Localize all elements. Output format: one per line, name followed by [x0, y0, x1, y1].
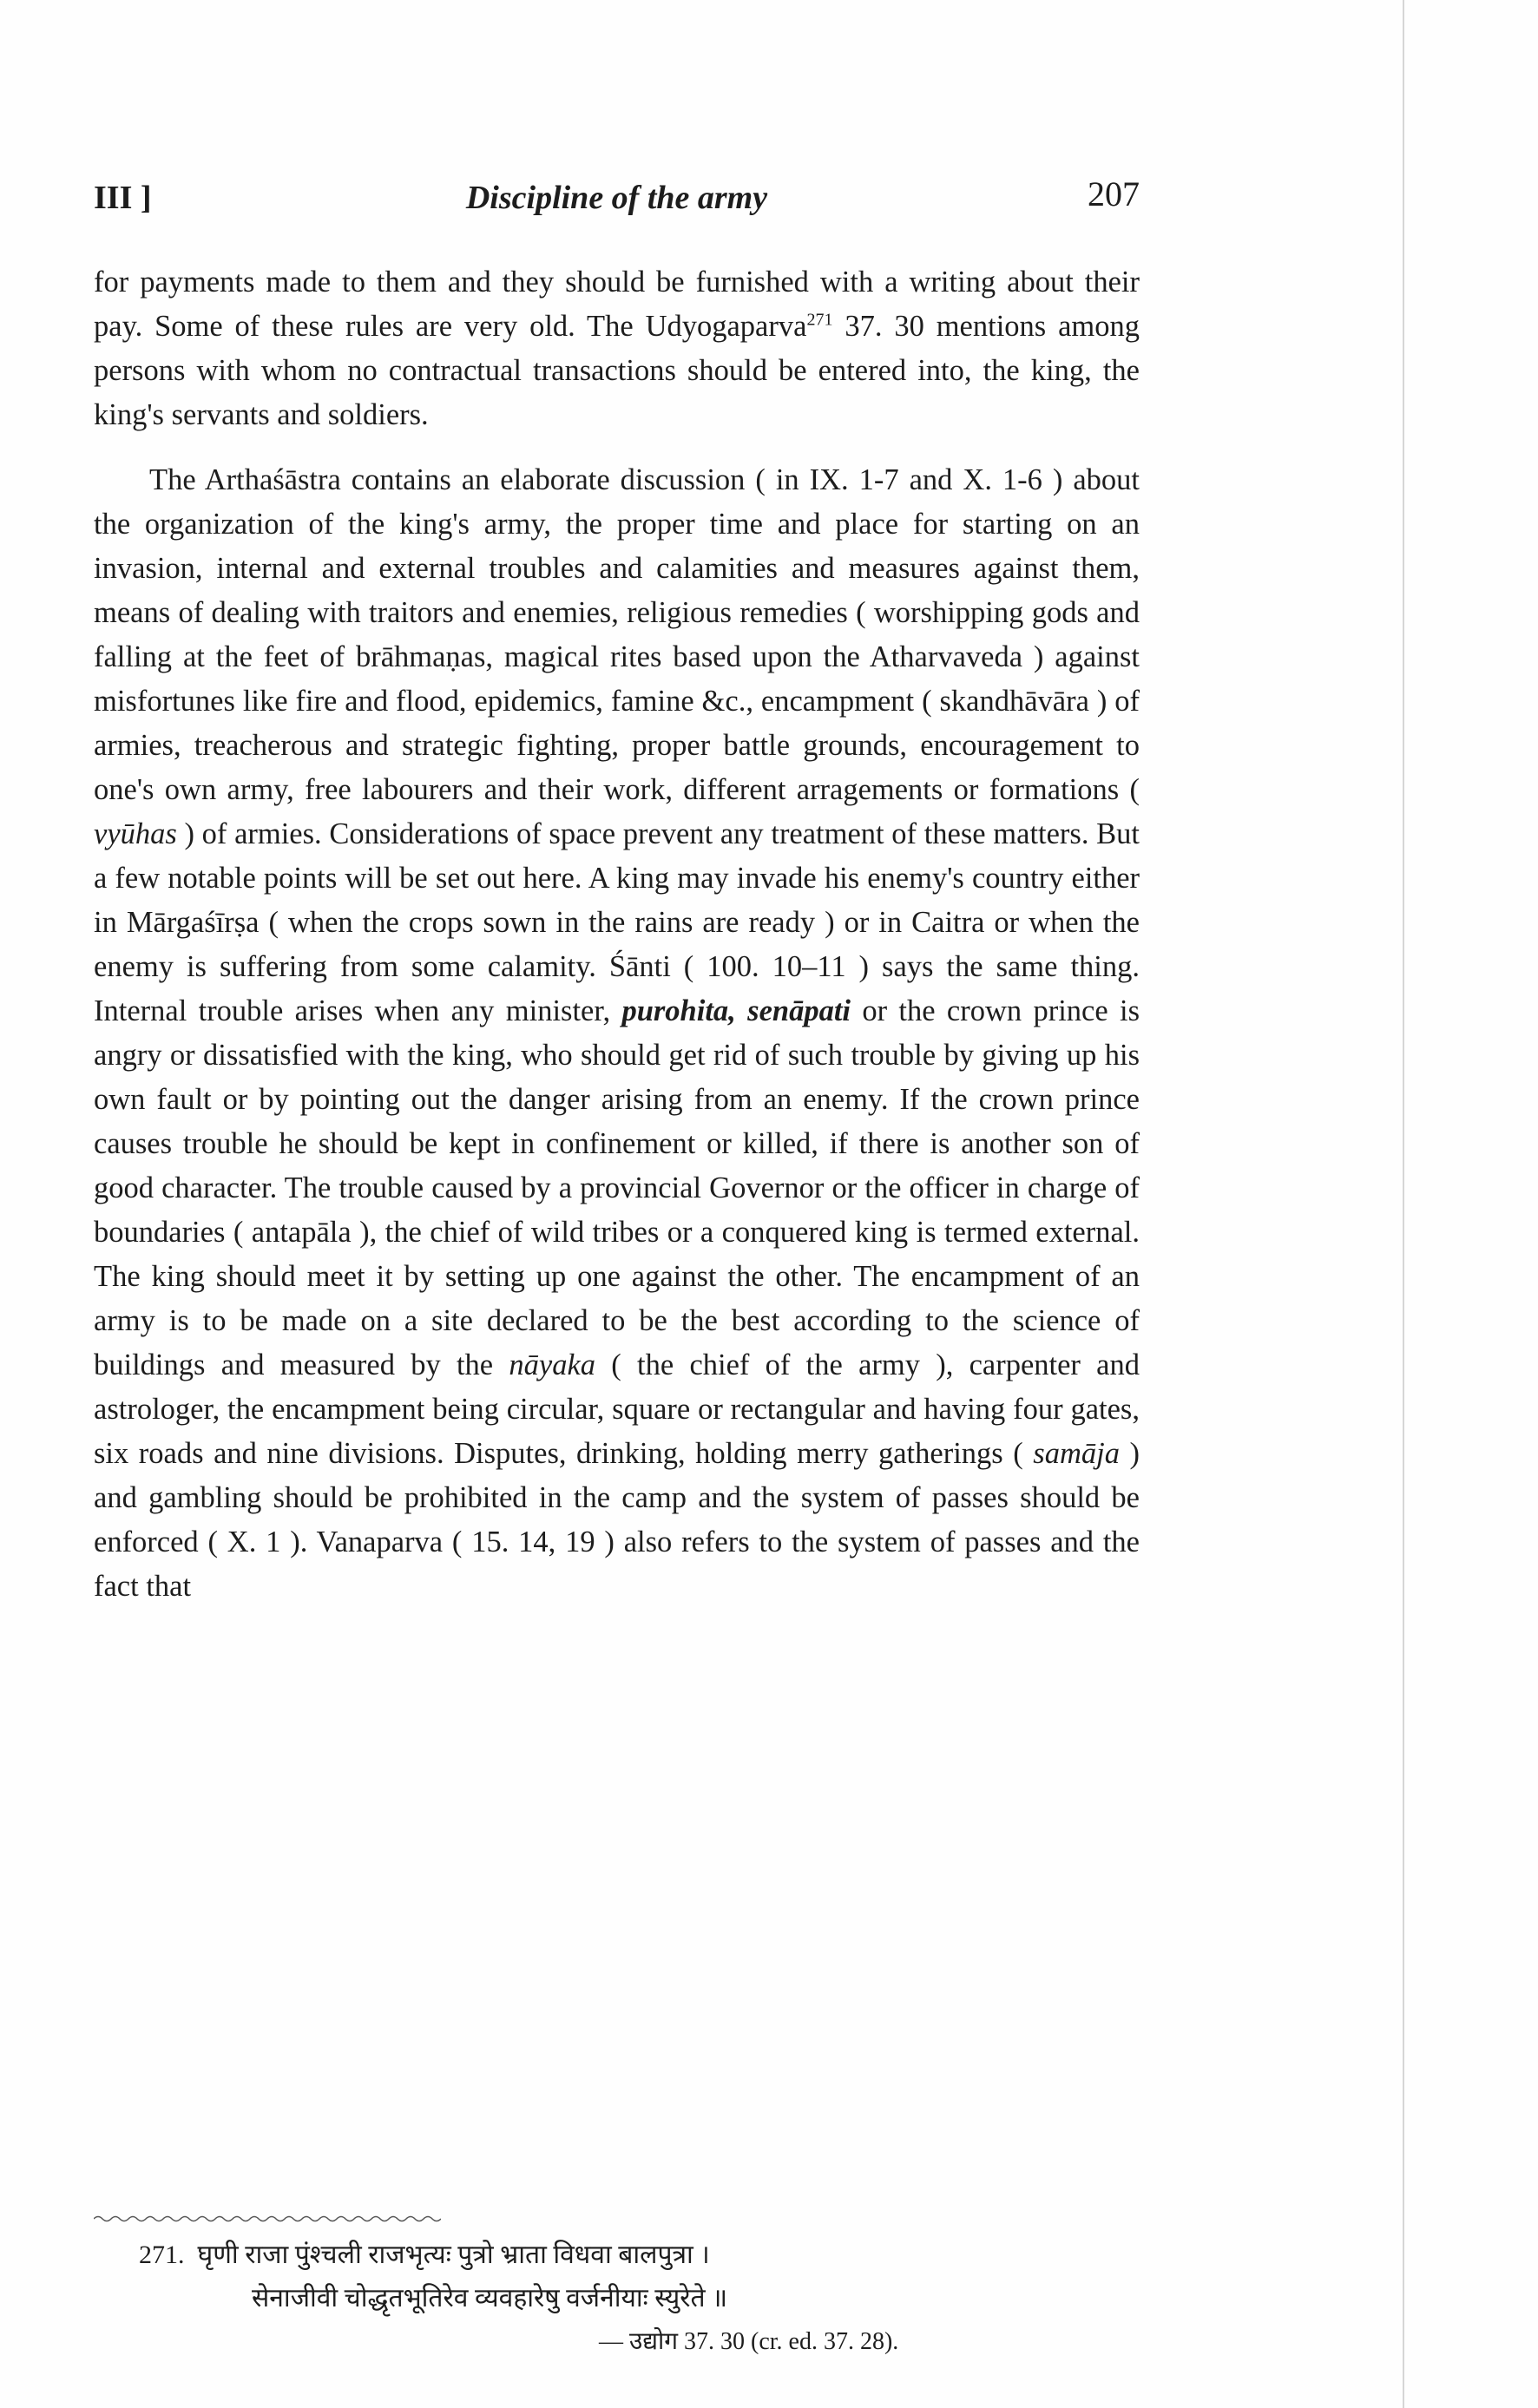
footnote-line-1 — [139, 2234, 1094, 2277]
footnote-verse-2: सेनाजीवी चोद्धृतभूतिरेव व्यवहारेषु वर्जनीयाः स्युरेते ॥ — [252, 2284, 728, 2313]
paragraph-2-text-d: ( the chief of the army ), carpenter and astrologer, the encampment being circular, square or rectangular and having four gates, six roads and nine divisions. Disputes, drinking, holding merry gatherings ( — [94, 1348, 1140, 1470]
footnote-number: 271. — [139, 2241, 185, 2269]
page-edge-line — [1403, 0, 1404, 2408]
term-purohita: purohita, — [621, 994, 736, 1027]
footnote-271 — [139, 2234, 1094, 2364]
paragraph-1 — [94, 260, 1140, 437]
paragraph-2 — [94, 458, 1140, 1609]
footnote-verse-1: घृणी राजा पुंश्चली राजभृत्यः पुत्रो भ्राता विधवा बालपुत्रा । — [197, 2241, 710, 2269]
main-text — [94, 260, 1140, 1609]
term-vyuhas: vyūhas — [94, 817, 177, 850]
chapter-number: III ] — [94, 180, 152, 216]
footnote-reference: 271 — [806, 310, 833, 330]
paragraph-2-text-c: or the crown prince is angry or dissatisfied with the king, who should get rid of such trouble by giving up his own fault or by pointing out the danger arising from an enemy. If the crown prince causes trouble he should be kept in confinement or killed, if there is another son of good character. The trouble caused by a provincial Governor or the officer in charge of boundaries ( antapāla ), the chief of wild tribes or a conquered king is termed external. The king should meet it by setting up one against the other. The encampment of an army is to be made on a site declared to be the best according to the science of buildings and measured by the — [94, 994, 1140, 1381]
footnote-separator — [94, 2213, 441, 2225]
footnote-source: — उद्योग 37. 30 (cr. ed. 37. 28). — [599, 2328, 899, 2355]
paragraph-1-text-b: 37. 30 mentions among persons with whom no contractual transactions should be entered into, the king, the king's servants and soldiers. — [94, 310, 1140, 431]
term-senapati: senāpati — [747, 994, 851, 1027]
paragraph-2-text-e: ) and gambling should be prohibited in the camp and the system of passes should be enforced ( X. 1 ). Vanaparva ( 15. 14, 19 ) also refers to the system of passes and the fact that — [94, 1437, 1140, 1603]
term-nayaka: nāyaka — [509, 1348, 596, 1381]
paragraph-1-text-a: for payments made to them and they should be furnished with a writing about their pay. Some of these rules are very old. The Udyogaparva — [94, 266, 1140, 343]
term-samaja: samāja — [1033, 1437, 1120, 1470]
paragraph-2-text-a: The Arthaśāstra contains an elaborate discussion ( in IX. 1-7 and X. 1-6 ) about the organization of the king's army, the proper time and place for starting on an invasion, internal and external troubles and calamities and measures against them, means of dealing with traitors and enemies, religious remedies ( worshipping gods and falling at the feet of brāhmaṇas, magical rites based upon the Atharvaveda ) against misfortunes like fire and flood, epidemics, famine &c., encampment ( skandhāvāra ) of armies, treacherous and strategic fighting, proper battle grounds, encouragement to one's own army, free labourers and their work, different arragements or formations ( — [94, 463, 1140, 806]
running-title: Discipline of the army — [465, 180, 768, 216]
paragraph-2-text-b: ) of armies. Considerations of space prevent any treatment of these matters. But a few notable points will be set out here. A king may invade his enemy's country either in Mārgaśīrṣa ( when the crops sown in the rains are ready ) or in Caitra or when the enemy is suffering from some calamity. Śānti ( 100. 10–11 ) says the same thing. Internal trouble arises when any minister, — [94, 817, 1140, 1027]
running-header — [94, 174, 1140, 226]
page-number: 207 — [1088, 174, 1140, 213]
